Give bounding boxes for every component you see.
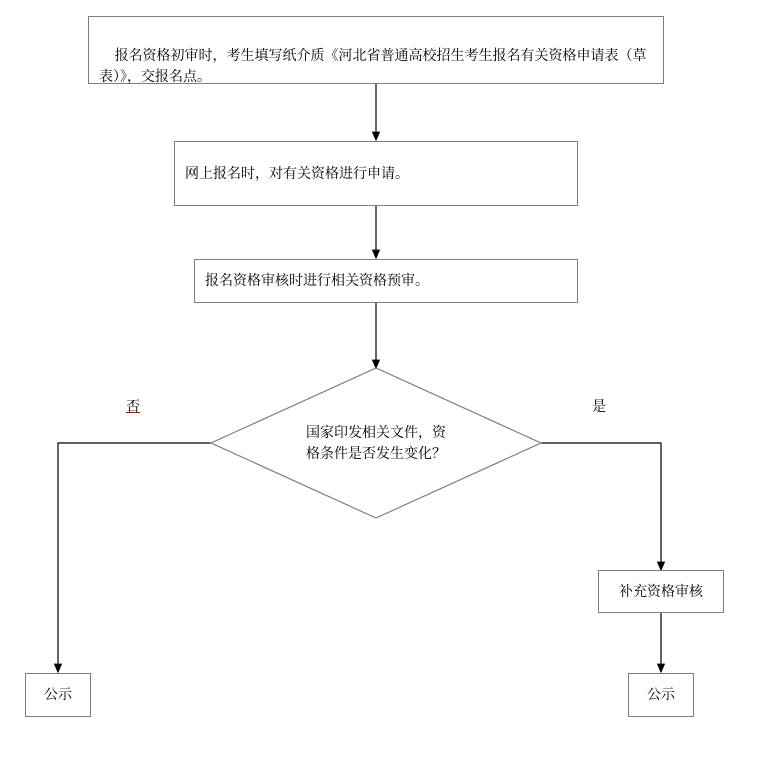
node-step2 (174, 141, 578, 206)
node-publicity-left-label: 公示 (44, 686, 72, 703)
node-step1-label: 报名资格初审时，考生填写纸介质《河北省普通高校招生考生报名有关资格申请表（草表）》，交报名点。 (99, 46, 647, 85)
connector-decision-yes (541, 443, 661, 570)
diamond-shape (211, 368, 541, 518)
connector-decision-no (58, 443, 211, 672)
node-extra-review-label: 补充资格审核 (619, 582, 703, 599)
node-step3 (194, 259, 578, 303)
edge-label-yes: 是 (592, 398, 606, 414)
node-extra-review (598, 570, 724, 613)
node-decision-label: 国家印发相关文件，资格条件是否发生变化？ (306, 424, 446, 461)
node-step1 (88, 16, 664, 84)
node-publicity-right (628, 673, 694, 717)
node-decision (211, 368, 541, 518)
edge-label-no: 否 (126, 398, 140, 414)
node-publicity-right-label: 公示 (647, 686, 675, 703)
node-step3-label: 报名资格审核时进行相关资格预审。 (205, 272, 429, 289)
node-publicity-left (25, 673, 91, 717)
node-step2-label: 网上报名时，对有关资格进行申请。 (185, 164, 409, 181)
